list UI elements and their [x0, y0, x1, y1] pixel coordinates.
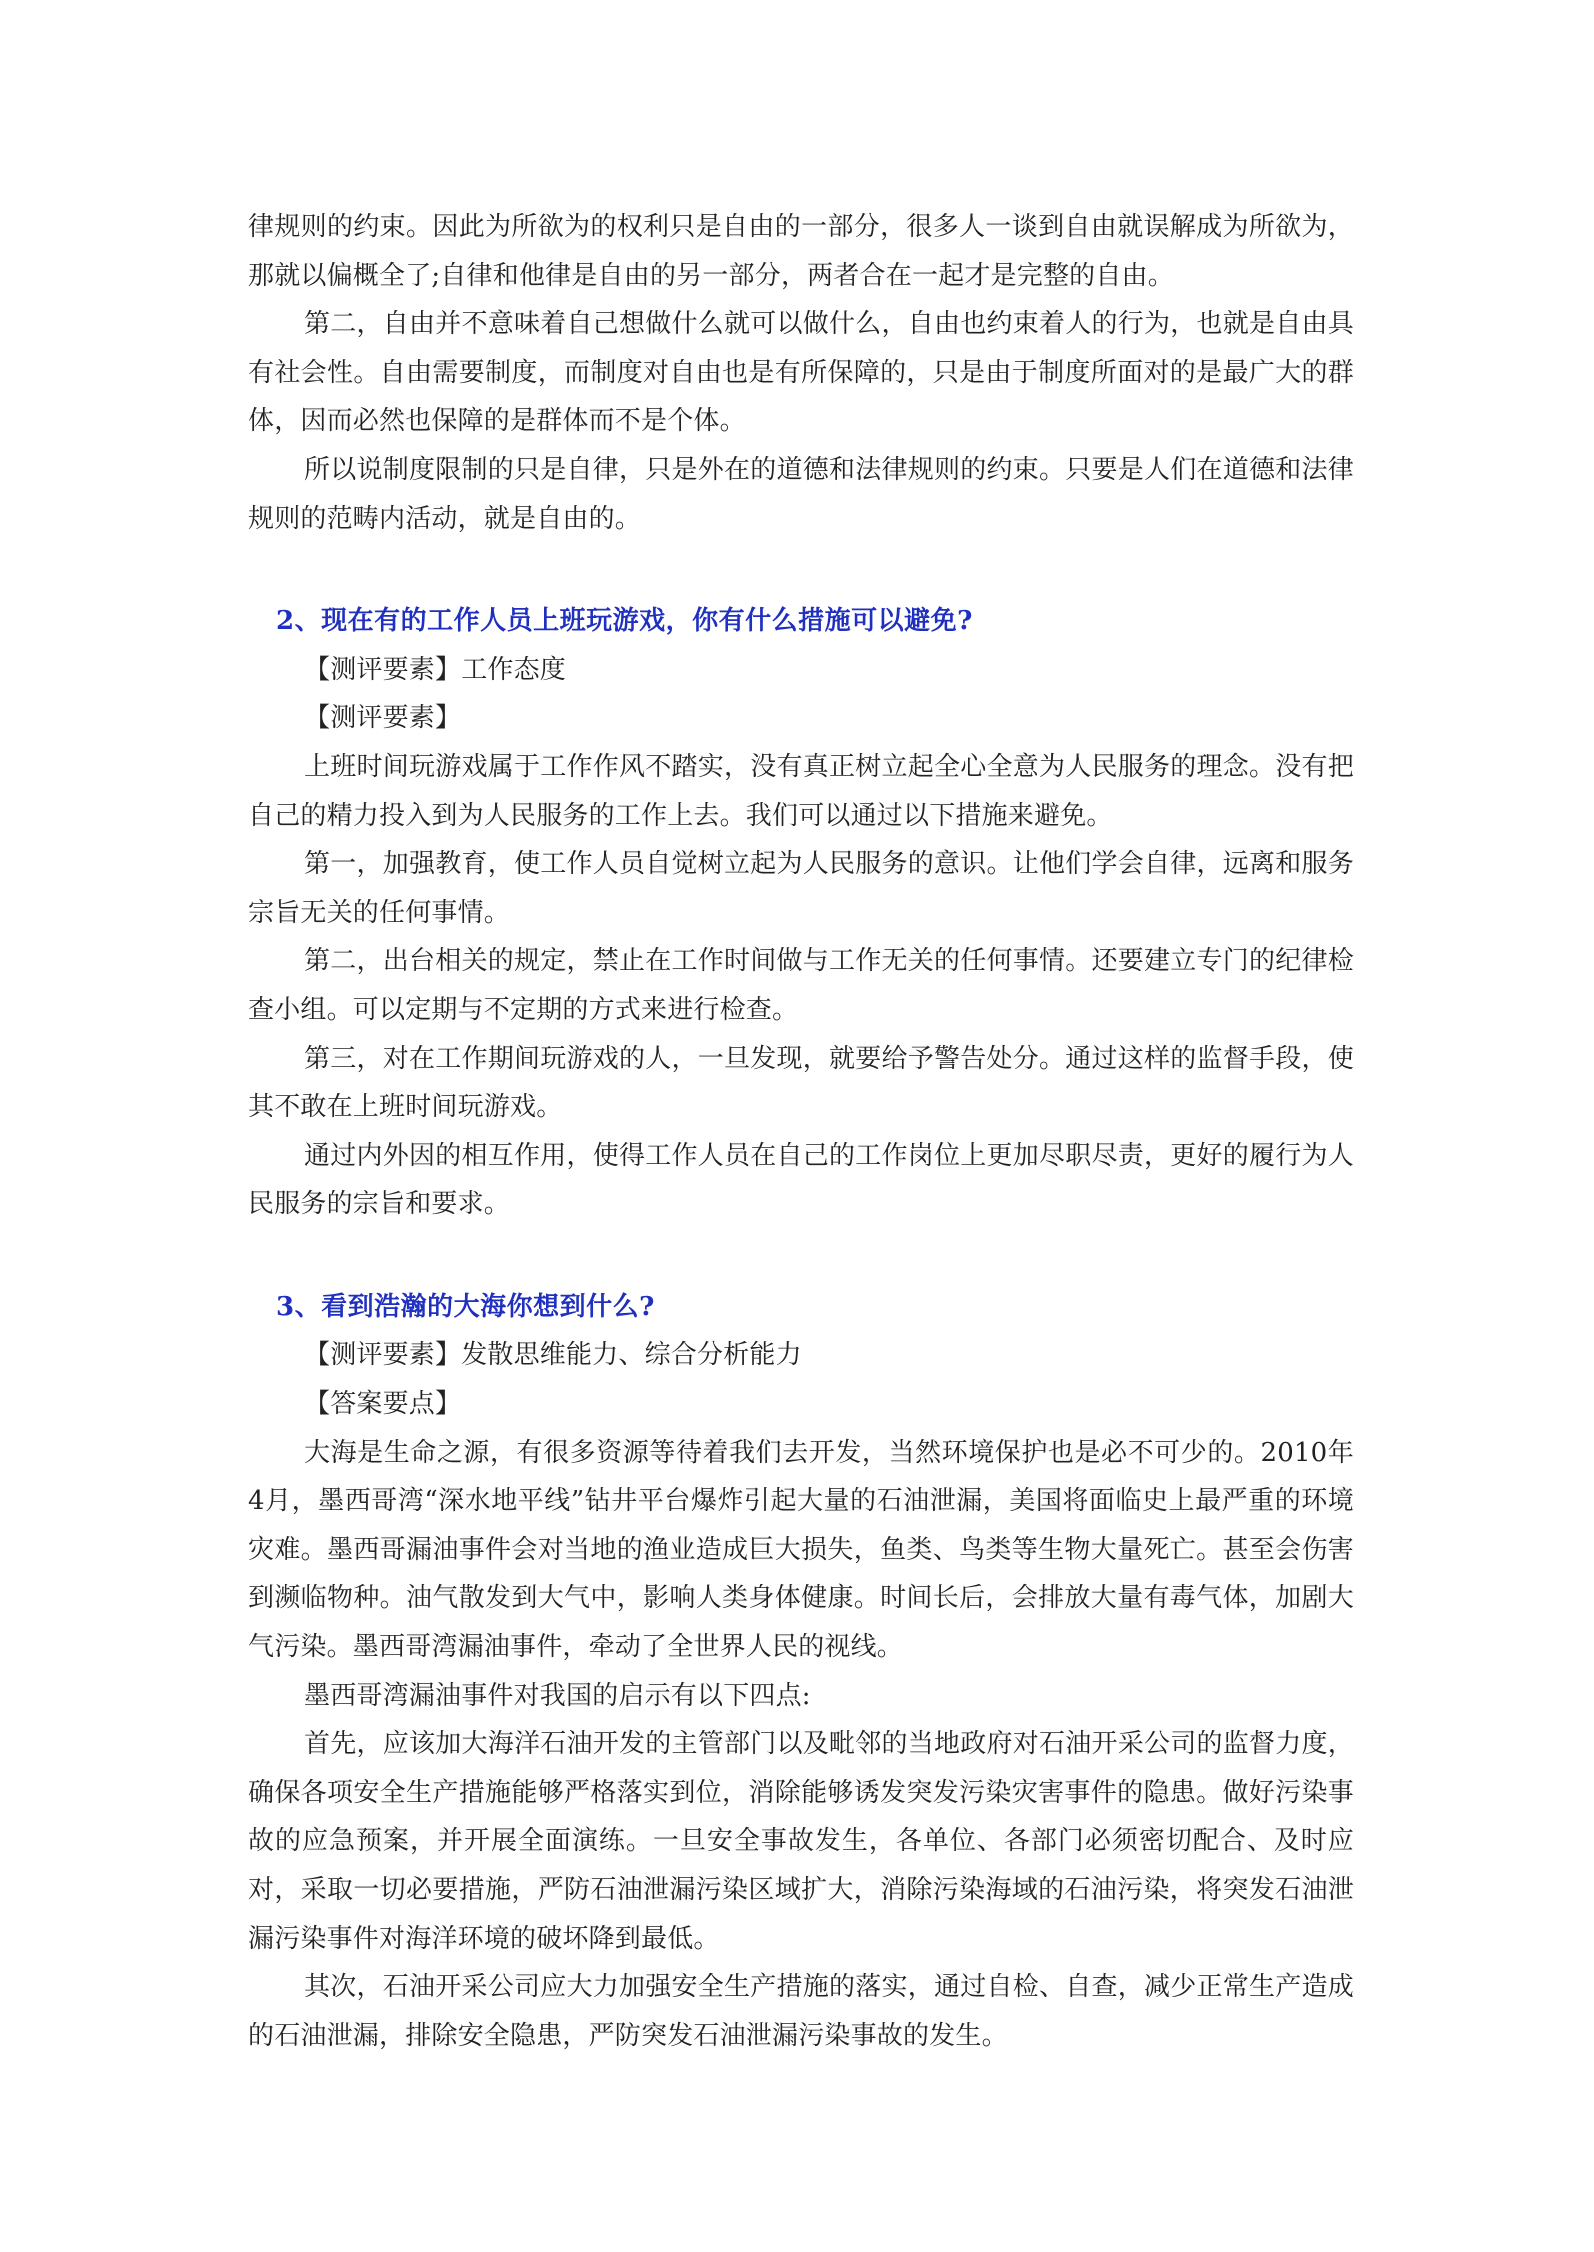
section-spacer: [248, 543, 1354, 597]
paragraph: 大海是生命之源，有很多资源等待着我们去开发，当然环境保护也是必不可少的。2010年4月，墨西哥湾“深水地平线”钻井平台爆炸引起大量的石油泄漏，美国将面临史上最严重的环境灾难。墨西哥漏油事件会对当地的渔业造成巨大损失，鱼类、鸟类等生物大量死亡。甚至会伤害到濒临物种。油气散发到大气中，影响人类身体健康。时间长后，会排放大量有毒气体，加剧大气污染。墨西哥湾漏油事件，牵动了全世界人民的视线。: [248, 1437, 1354, 1663]
paragraph: 通过内外因的相互作用，使得工作人员在自己的工作岗位上更加尽职尽责，更好的履行为人民服务的宗旨和要求。: [248, 1140, 1354, 1220]
question-3-answer-label: 【答案要点】: [304, 1389, 462, 1420]
question-2-heading: 2、现在有的工作人员上班玩游戏，你有什么措施可以避免?: [276, 606, 973, 637]
paragraph: 第三，对在工作期间玩游戏的人，一旦发现，就要给予警告处分。通过这样的监督手段，使其不敢在上班时间玩游戏。: [248, 1043, 1354, 1123]
question-3-element-label: 【测评要素】发散思维能力、综合分析能力: [304, 1340, 802, 1371]
paragraph: 首先，应该加大海洋石油开发的主管部门以及毗邻的当地政府对石油开采公司的监督力度，确保各项安全生产措施能够严格落实到位，消除能够诱发突发污染灾害事件的隐患。做好污染事故的应急预案，并开展全面演练。一旦安全事故发生，各单位、各部门必须密切配合、及时应对，采取一切必要措施，严防石油泄漏污染区域扩大，消除污染海域的石油污染，将突发石油泄漏污染事件对海洋环境的破坏降到最低。: [248, 1729, 1354, 1954]
paragraph: 上班时间玩游戏属于工作作风不踏实，没有真正树立起全心全意为人民服务的理念。没有把自己的精力投入到为人民服务的工作上去。我们可以通过以下措施来避免。: [248, 751, 1354, 831]
paragraph: 墨西哥湾漏油事件对我国的启示有以下四点:: [304, 1680, 811, 1711]
paragraph: 第二，自由并不意味着自己想做什么就可以做什么，自由也约束着人的行为，也就是自由具有社会性。自由需要制度，而制度对自由也是有所保障的，只是由于制度所面对的是最广大的群体，因而必然也保障的是群体而不是个体。: [248, 309, 1354, 437]
paragraph: 第二，出台相关的规定，禁止在工作时间做与工作无关的任何事情。还要建立专门的纪律检查小组。可以定期与不定期的方式来进行检查。: [248, 946, 1354, 1025]
document-body: [248, 203, 1354, 2060]
question-2-answer-label: 【测评要素】: [304, 703, 462, 734]
paragraph: 其次，石油开采公司应大力加强安全生产措施的落实，通过自检、自查，减少正常生产造成的石油泄漏，排除安全隐患，严防突发石油泄漏污染事故的发生。: [248, 1972, 1354, 2051]
paragraph: 所以说制度限制的只是自律，只是外在的道德和法律规则的约束。只要是人们在道德和法律规则的范畴内活动，就是自由的。: [248, 454, 1354, 534]
section-spacer: [248, 1229, 1354, 1283]
paragraph: 第一，加强教育，使工作人员自觉树立起为人民服务的意识。让他们学会自律，远离和服务宗旨无关的任何事情。: [248, 849, 1354, 928]
question-2-element-label: 【测评要素】工作态度: [304, 654, 567, 685]
paragraph: 律规则的约束。因此为所欲为的权利只是自由的一部分，很多人一谈到自由就误解成为所欲为，那就以偏概全了;自律和他律是自由的另一部分，两者合在一起才是完整的自由。: [248, 212, 1354, 291]
question-3-heading: 3、看到浩瀚的大海你想到什么?: [276, 1291, 655, 1322]
